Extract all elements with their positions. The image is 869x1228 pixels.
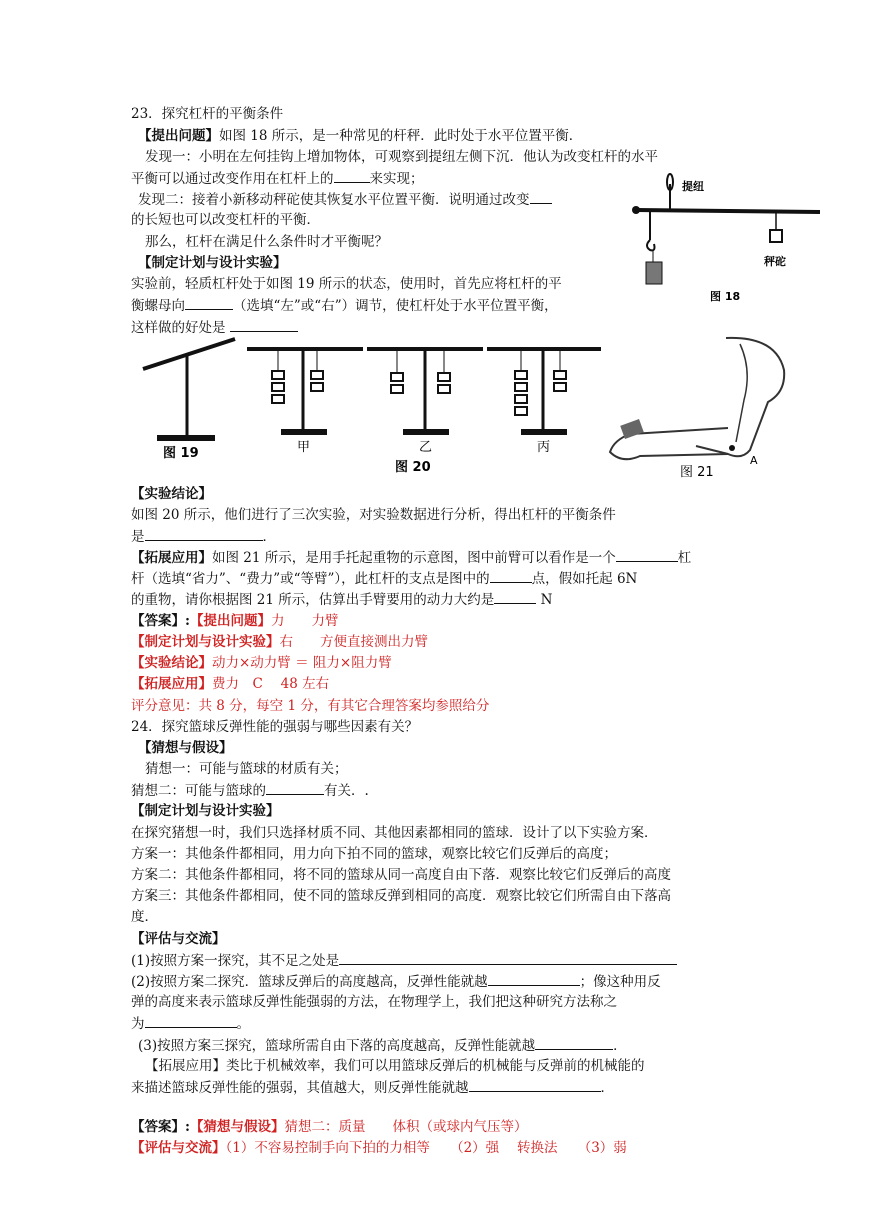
q24-guess-label: 【猜想与假设】 [138, 740, 233, 756]
q24-ext-line1: 【拓展应用】类比于机械效率，我们可以用篮球反弹后的机械能与反弹前的机械能的 [145, 1058, 645, 1074]
blank-guess2 [266, 780, 324, 795]
q24-plan-line2: 方案一：其他条件都相同，用力向下拍不同的篮球，观察比较它们反弹后的高度； [131, 846, 617, 862]
hanging-object [646, 262, 662, 284]
fig19-tilted-lever [143, 339, 235, 461]
fig21-pivot-letter: A [750, 454, 758, 467]
a23-line4: 【拓展应用】费力 C 48 左右 [131, 676, 330, 692]
fig20-jia-label: 甲 [297, 440, 311, 455]
steelyard-weight [770, 230, 782, 242]
a24-line2: 【评估与交流】（1）不容易控制手向下拍的力相等 （2）强 转换法 （3）弱 [131, 1140, 627, 1156]
q23-plan-line1: 实验前，轻质杠杆处于如图 19 所示的状态，使用时，首先应将杠杆的平 [131, 276, 562, 292]
blank-pivot [490, 568, 532, 583]
figure-19-20-levers [135, 325, 605, 475]
fig20-lever-jia [247, 349, 363, 455]
steelyard-beam [636, 210, 820, 212]
q24-eval2-line2: 弹的高度来表示篮球反弹性能强弱的方法，在物理学上，我们把这种研究方法称之 [131, 994, 617, 1010]
a24-line1: 【答案】:【猜想与假设】猜想二：质量 体积（或球内气压等） [131, 1119, 528, 1135]
fig20-caption: 图 20 [395, 460, 431, 475]
q24-eval3: (3)按照方案三探究，篮球所需自由下落的高度越高，反弹性能就越 ． [138, 1035, 627, 1056]
blank-lever-type [616, 547, 678, 562]
q23-ext-line1: 【拓展应用】如图 21 所示，是用手托起重物的示意图，图中前臂可以看作是一个 杠 [131, 547, 691, 568]
fig21-caption: 图 21 [680, 465, 714, 478]
blank-eval3 [535, 1035, 613, 1050]
q23-plan-line3: 这样做的好处是 [131, 317, 298, 338]
q24-guess2: 猜想二：可能与篮球的 有关．. [131, 780, 369, 801]
blank-find1 [334, 168, 370, 183]
q24-eval1: (1)按照方案一探究，其不足之处是 [131, 950, 677, 971]
blank-force [494, 589, 536, 604]
q24-plan-line1: 在探究猪想一时，我们只选择材质不同、其他因素都相同的篮球．设计了以下实验方案． [131, 825, 658, 841]
figure-18-steelyard [628, 170, 828, 305]
q24-eval2-line1: (2)按照方案二探究．篮球反弹后的高度越高，反弹性能就越 ；像这种用反 [131, 971, 661, 992]
q24-plan-line4: 方案三：其他条件都相同，使不同的篮球反弹到相同的高度．观察比较它们所需自由下落高 [131, 888, 671, 904]
q23-find2-line2: 的长短也可以改变杠杆的平衡． [131, 212, 320, 228]
q24-ext-line2: 来描述篮球反弹性能的强弱，其值越大，则反弹性能就越 ． [131, 1077, 614, 1098]
q23-find2-line1: 发现二：接着小新移动秤砣使其恢复水平位置平衡．说明通过改变 [138, 189, 552, 210]
q23-question: 那么，杠杆在满足什么条件时才平衡呢？ [145, 234, 388, 250]
blank-eval2 [488, 971, 580, 986]
a23-score: 评分意见：共 8 分，每空 1 分，有其它合理答案均参照给分 [131, 698, 490, 714]
q23-concl-line1: 如图 20 所示，他们进行了三次实验，对实验数据进行分析，得出杠杆的平衡条件 [131, 507, 616, 523]
a23-line2: 【制定计划与设计实验】右 方便直接测出力臂 [131, 634, 428, 650]
q23-plan-label: 【制定计划与设计实验】 [138, 255, 287, 271]
figure-21-arm [600, 330, 800, 478]
q23-ext-line2: 杆（选填“省力”、“费力”或“等臂”），此杠杆的支点是图中的 点，假如托起 6N [131, 568, 637, 589]
blank-ext [469, 1077, 601, 1092]
blank-eval1 [339, 950, 677, 965]
q23-concl-line2: 是 ． [131, 526, 276, 547]
q24-eval2-line3: 为 。 [131, 1013, 250, 1034]
a23-line3: 【实验结论】动力×动力臂 ＝ 阻力×阻力臂 [131, 655, 392, 671]
q23-ask: 【提出问题】如图 18 所示，是一种常见的杆秤．此时处于水平位置平衡． [138, 128, 583, 144]
q23-concl-label: 【实验结论】 [131, 486, 212, 502]
blank-method [145, 1013, 237, 1028]
fig20-lever-yi [367, 349, 483, 455]
q24-plan-label: 【制定计划与设计实验】 [131, 803, 280, 819]
fig18-caption: 图 18 [710, 290, 741, 303]
q23-title: 23．探究杠杆的平衡条件 [131, 106, 284, 122]
fig20-lever-bing [487, 349, 601, 455]
blank-direction [185, 295, 233, 310]
elbow-pivot [729, 445, 735, 451]
q24-plan-line3: 方案二：其他条件都相同，将不同的篮球从同一高度自由下落．观察比较它们反弹后的高度 [131, 867, 671, 883]
q24-plan-line5: 度． [131, 909, 158, 925]
q24-title: 24．探究篮球反弹性能的强弱与哪些因素有关？ [131, 719, 419, 735]
q24-guess1: 猜想一：可能与篮球的材质有关； [145, 761, 348, 777]
fig20-bing-label: 丙 [537, 440, 551, 455]
blank-find2 [530, 189, 552, 204]
blank-condition [145, 526, 263, 541]
fig19-caption: 图 19 [163, 446, 199, 461]
q23-plan-line2: 衡螺母向 （选填“左”或“右”）调节，使杠杆处于水平位置平衡， [131, 295, 558, 316]
fig20-yi-label: 乙 [419, 440, 433, 455]
q23-ext-line3: 的重物，请你根据图 21 所示，估算出手臂要用的动力大约是 N [131, 589, 552, 610]
fig18-knob-label: 提纽 [682, 180, 704, 193]
q23-find1-line2: 平衡可以通过改变作用在杠杆上的 来实现； [131, 168, 424, 189]
q23-find1-line1: 发现一：小明在左何挂钩上增加物体，可观察到提纽左侧下沉．他认为改变杠杆的水平 [145, 149, 658, 165]
q24-eval-label: 【评估与交流】 [131, 931, 226, 947]
fig18-weight-label: 秤砣 [764, 255, 786, 268]
a23-line1: 【答案】:【提出问题】力 力臂 [131, 613, 339, 629]
